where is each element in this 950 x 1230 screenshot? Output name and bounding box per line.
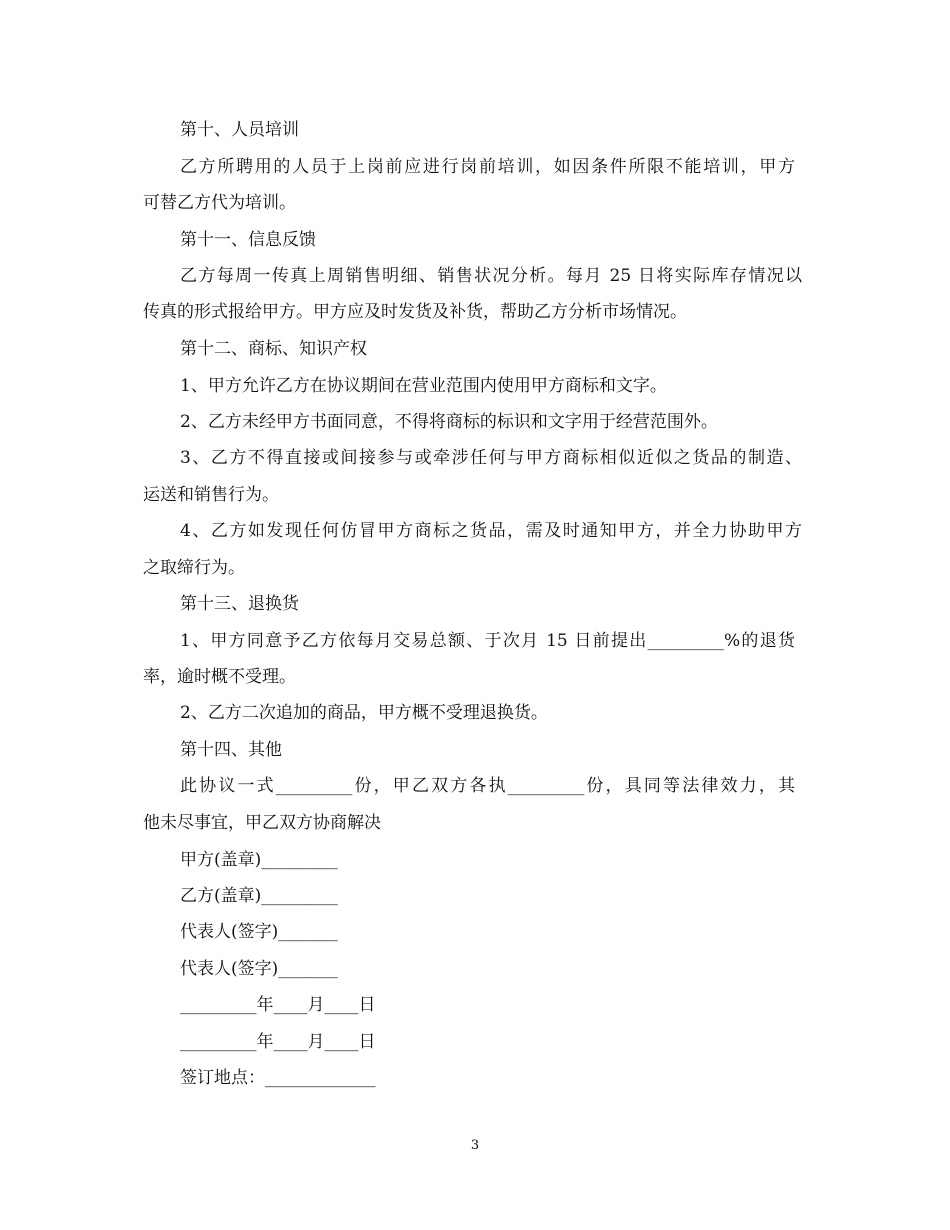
section-13-item-1-line-2: 率，逾时概不受理。 [143,667,296,687]
section-14-paragraph-line-2: 他未尽事宜，甲乙双方协商解决 [143,813,381,833]
representative-signature-line-1: 代表人(签字)_______ [180,922,338,942]
section-10-title: 第十、人员培训 [180,120,299,140]
section-13-item-1-line-1: 1、甲方同意予乙方依每月交易总额、于次月 15 日前提出_________%的退货 [180,631,795,651]
section-12-item-2: 2、乙方未经甲方书面同意，不得将商标的标识和文字用于经营范围外。 [180,412,718,432]
section-12-item-3-line-2: 运送和销售行为。 [143,485,279,505]
date-line-1: _________年____月____日 [180,995,376,1015]
party-a-seal-line: 甲方(盖章)_________ [180,850,338,870]
section-12-item-3-line-1: 3、乙方不得直接或间接参与或牵涉任何与甲方商标相似近似之货品的制造、 [180,448,802,468]
section-11-paragraph-line-1: 乙方每周一传真上周销售明细、销售状况分析。每月 25 日将实际库存情况以 [180,266,802,286]
section-10-paragraph-line-1: 乙方所聘用的人员于上岗前应进行岗前培训，如因条件所限不能培训，甲方 [180,157,795,177]
page-number: 3 [470,1138,480,1153]
section-12-title: 第十二、商标、知识产权 [180,339,367,359]
section-11-paragraph-line-2: 传真的形式报给甲方。甲方应及时发货及补货，帮助乙方分析市场情况。 [143,302,687,322]
section-13-item-2: 2、乙方二次追加的商品，甲方概不受理退换货。 [180,703,548,723]
section-11-title: 第十一、信息反馈 [180,230,316,250]
section-12-item-4-line-1: 4、乙方如发现任何仿冒甲方商标之货品，需及时通知甲方，并全力协助甲方 [180,521,802,541]
section-10-paragraph-line-2: 可替乙方代为培训。 [143,193,296,213]
party-b-seal-line: 乙方(盖章)_________ [180,886,338,906]
section-12-item-4-line-2: 之取缔行为。 [143,558,245,578]
date-line-2: _________年____月____日 [180,1032,376,1052]
signing-place-line: 签订地点：_____________ [180,1068,376,1088]
section-14-title: 第十四、其他 [180,740,282,760]
representative-signature-line-2: 代表人(签字)_______ [180,959,338,979]
section-13-title: 第十三、退换货 [180,594,299,614]
section-12-item-1: 1、甲方允许乙方在协议期间在营业范围内使用甲方商标和文字。 [180,376,667,396]
section-14-paragraph-line-1: 此协议一式_________份，甲乙双方各执_________份，具同等法律效力，其 [180,776,795,796]
